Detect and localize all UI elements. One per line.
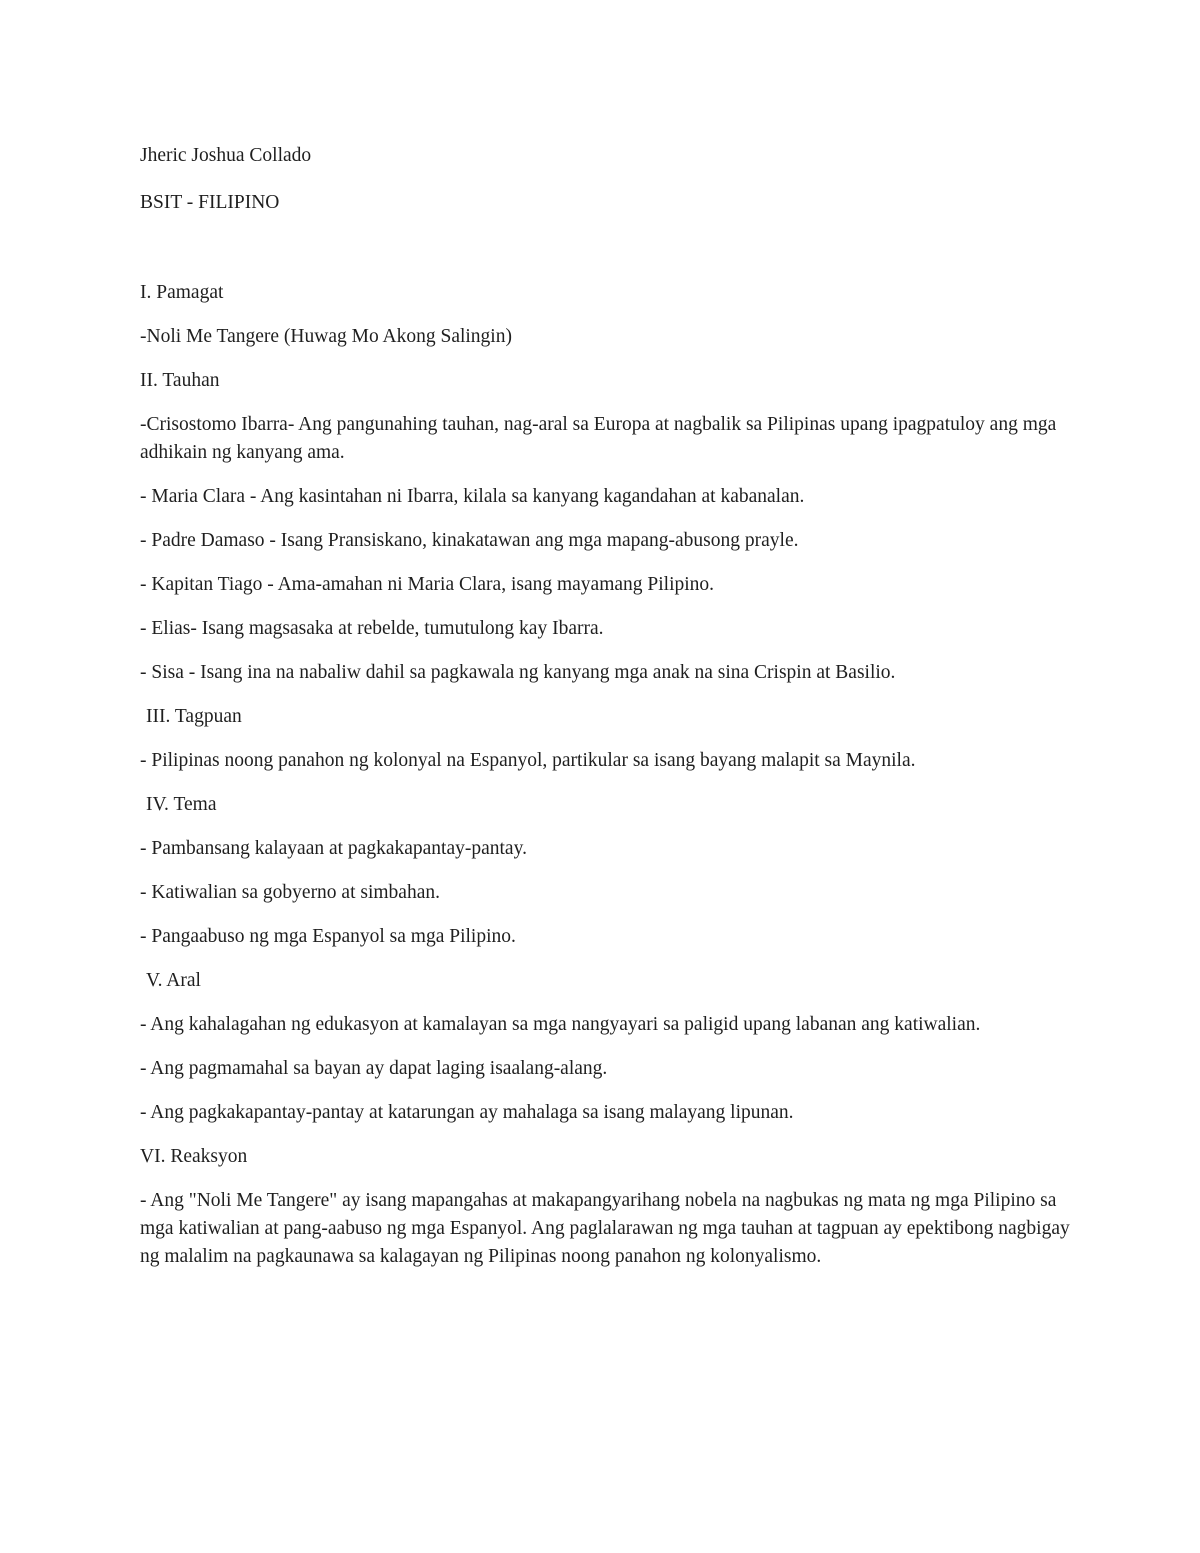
document-body — [140, 142, 1070, 1287]
tauhan-item: -Crisostomo Ibarra- Ang pangunahing tauhan, nag-aral sa Europa at nagbalik sa Pilipinas upang ipagpatuloy ang mga adhikain ng kanyang ama. — [140, 414, 1057, 463]
course-label: BSIT - FILIPINO — [140, 192, 280, 213]
tauhan-item: - Sisa - Isang ina na nabaliw dahil sa pagkawala ng kanyang mga anak na sina Crispin at Basilio. — [140, 662, 896, 683]
section-heading-tagpuan: III. Tagpuan — [146, 706, 242, 727]
tagpuan-item: - Pilipinas noong panahon ng kolonyal na Espanyol, partikular sa isang bayang malapit sa Maynila. — [140, 750, 916, 771]
reaksyon-item: - Ang "Noli Me Tangere" ay isang mapangahas at makapangyarihang nobela na nagbukas ng mata ng mga Pilipino sa mga katiwalian at pang-aabuso ng mga Espanyol. Ang paglalarawan ng mga tauhan at tagpuan ay epektibong nagbigay ng malalim na pagkaunawa sa kalagayan ng Pilipinas noong panahon ng kolonyalismo. — [140, 1190, 1070, 1267]
pamagat-item: -Noli Me Tangere (Huwag Mo Akong Salingin) — [140, 326, 512, 347]
section-heading-tema: IV. Tema — [146, 794, 217, 815]
tauhan-item: - Kapitan Tiago - Ama-amahan ni Maria Clara, isang mayamang Pilipino. — [140, 574, 715, 595]
aral-item: - Ang kahalagahan ng edukasyon at kamalayan sa mga nangyayari sa paligid upang labanan ang katiwalian. — [140, 1014, 981, 1035]
tema-item: - Pambansang kalayaan at pagkakapantay-pantay. — [140, 838, 527, 859]
section-heading-reaksyon: VI. Reaksyon — [140, 1146, 248, 1167]
tauhan-item: - Maria Clara - Ang kasintahan ni Ibarra, kilala sa kanyang kagandahan at kabanalan. — [140, 486, 805, 507]
tema-item: - Katiwalian sa gobyerno at simbahan. — [140, 882, 440, 903]
tauhan-item: - Elias- Isang magsasaka at rebelde, tumutulong kay Ibarra. — [140, 618, 604, 639]
tema-item: - Pangaabuso ng mga Espanyol sa mga Pilipino. — [140, 926, 516, 947]
section-heading-aral: V. Aral — [146, 970, 201, 991]
aral-item: - Ang pagkakapantay-pantay at katarungan ay mahalaga sa isang malayang lipunan. — [140, 1102, 794, 1123]
author-name: Jheric Joshua Collado — [140, 145, 312, 166]
aral-item: - Ang pagmamahal sa bayan ay dapat laging isaalang-alang. — [140, 1058, 608, 1079]
section-heading-tauhan: II. Tauhan — [140, 370, 220, 391]
section-heading-pamagat: I. Pamagat — [140, 282, 224, 303]
tauhan-item: - Padre Damaso - Isang Pransiskano, kinakatawan ang mga mapang-abusong prayle. — [140, 530, 799, 551]
